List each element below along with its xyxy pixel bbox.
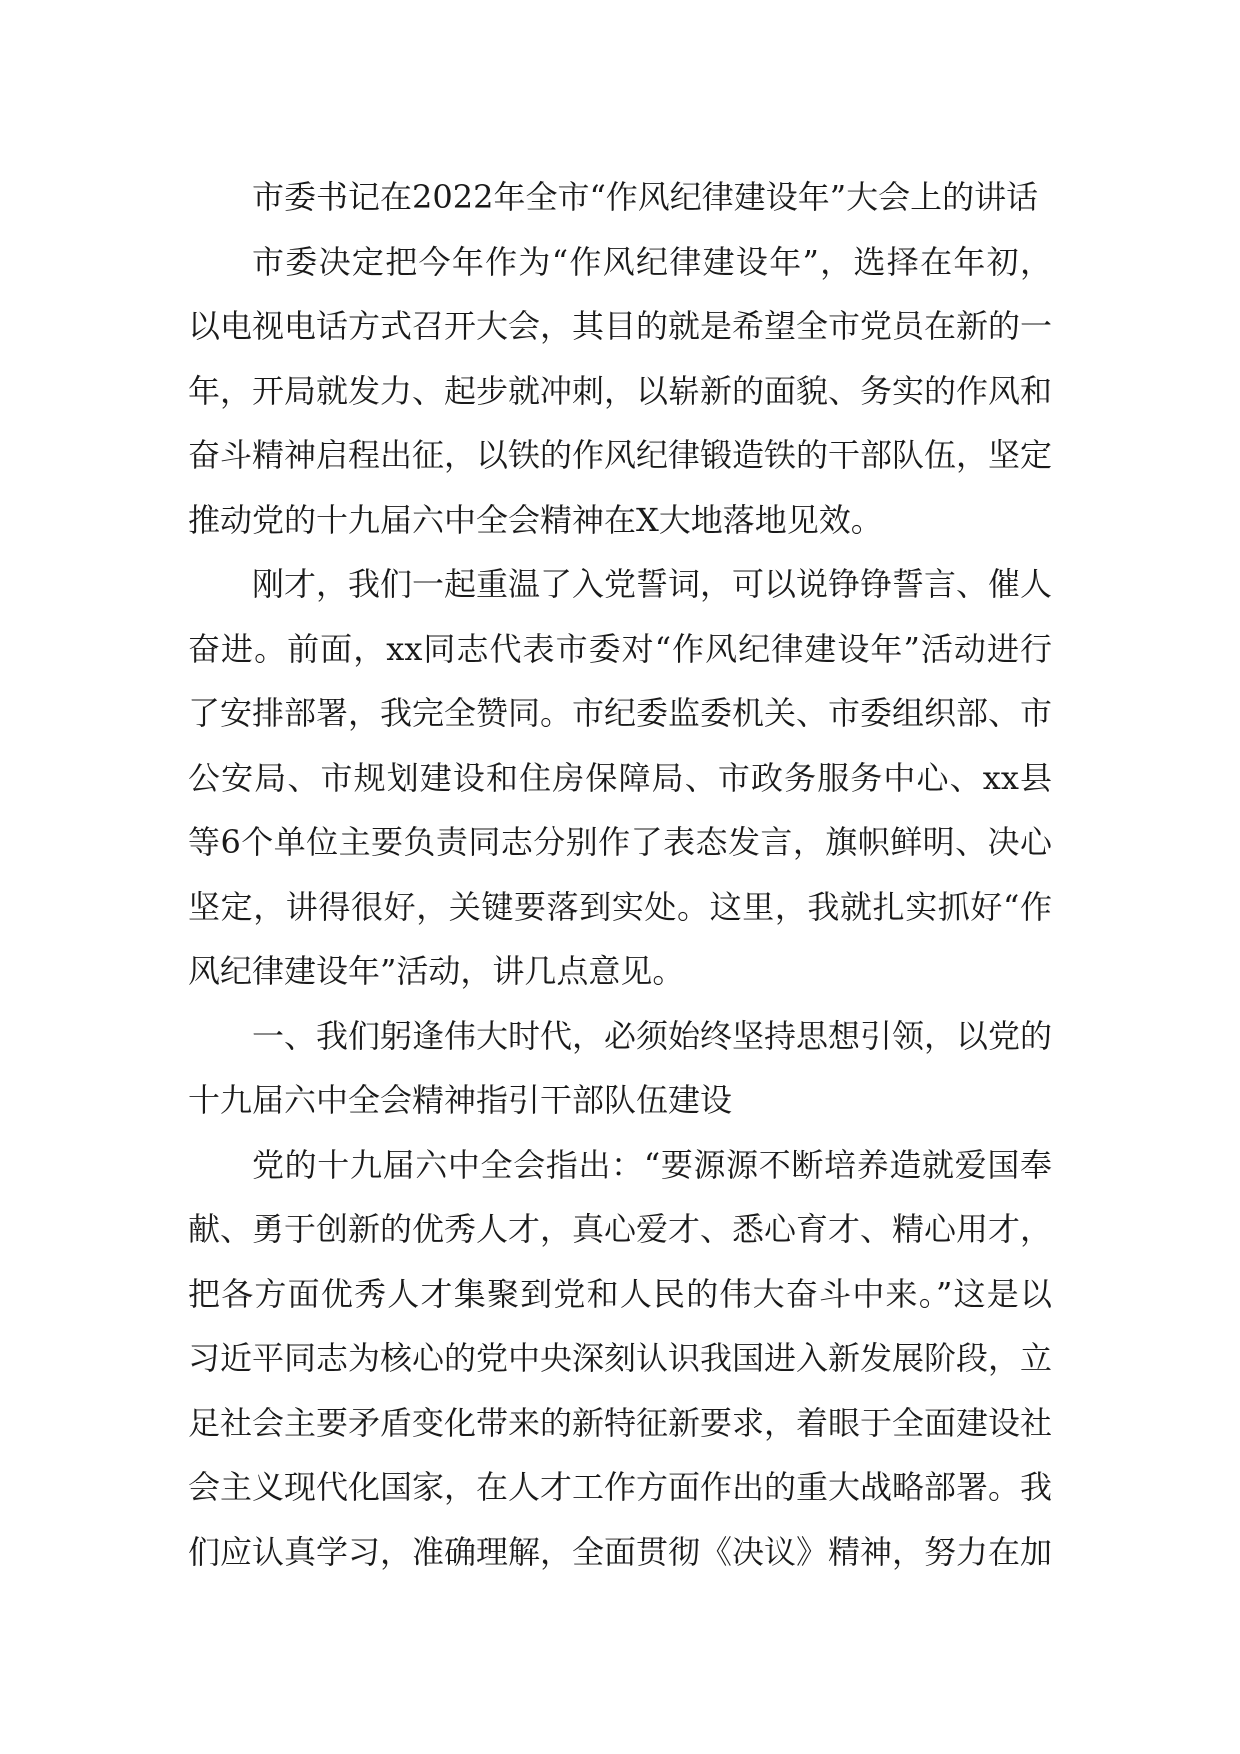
section-heading-1: 一、我们躬逢伟大时代，必须始终坚持思想引领，以党的十九届六中全会精神指引干部队伍建设: [188, 1016, 1053, 1119]
document-title: 市委书记在2022年全市“作风纪律建设年”大会上的讲话: [252, 178, 1039, 216]
document-body: [188, 165, 1052, 1584]
paragraph-3: 党的十九届六中全会指出：“要源源不断培养造就爱国奉献、勇于创新的优秀人才，真心爱才、悉心育才、精心用才，把各方面优秀人才集聚到党和人民的伟大奋斗中来。”这是以习近平同志为核心的党中央深刻认识我国进入新发展阶段，立足社会主要矛盾变化带来的新特征新要求，着眼于全面建设社会主义现代化国家，在人才工作方面作出的重大战略部署。我们应认真学习，准确理解，全面贯彻《决议》精神，努力在加: [188, 1145, 1053, 1571]
paragraph-2: 刚才，我们一起重温了入党誓词，可以说铮铮誓言、催人奋进。前面，xx同志代表市委对“作风纪律建设年”活动进行了安排部署，我完全赞同。市纪委监委机关、市委组织部、市公安局、市规划建设和住房保障局、市政务服务中心、xx县等6个单位主要负责同志分别作了表态发言，旗帜鲜明、决心坚定，讲得很好，关键要落到实处。这里，我就扎实抓好“作风纪律建设年”活动，讲几点意见。: [188, 565, 1053, 990]
paragraph-1: 市委决定把今年作为“作风纪律建设年”，选择在年初，以电视电话方式召开大会，其目的就是希望全市党员在新的一年，开局就发力、起步就冲刺，以崭新的面貌、务实的作风和奋斗精神启程出征，以铁的作风纪律锻造铁的干部队伍，坚定推动党的十九届六中全会精神在X大地落地见效。: [188, 242, 1053, 539]
